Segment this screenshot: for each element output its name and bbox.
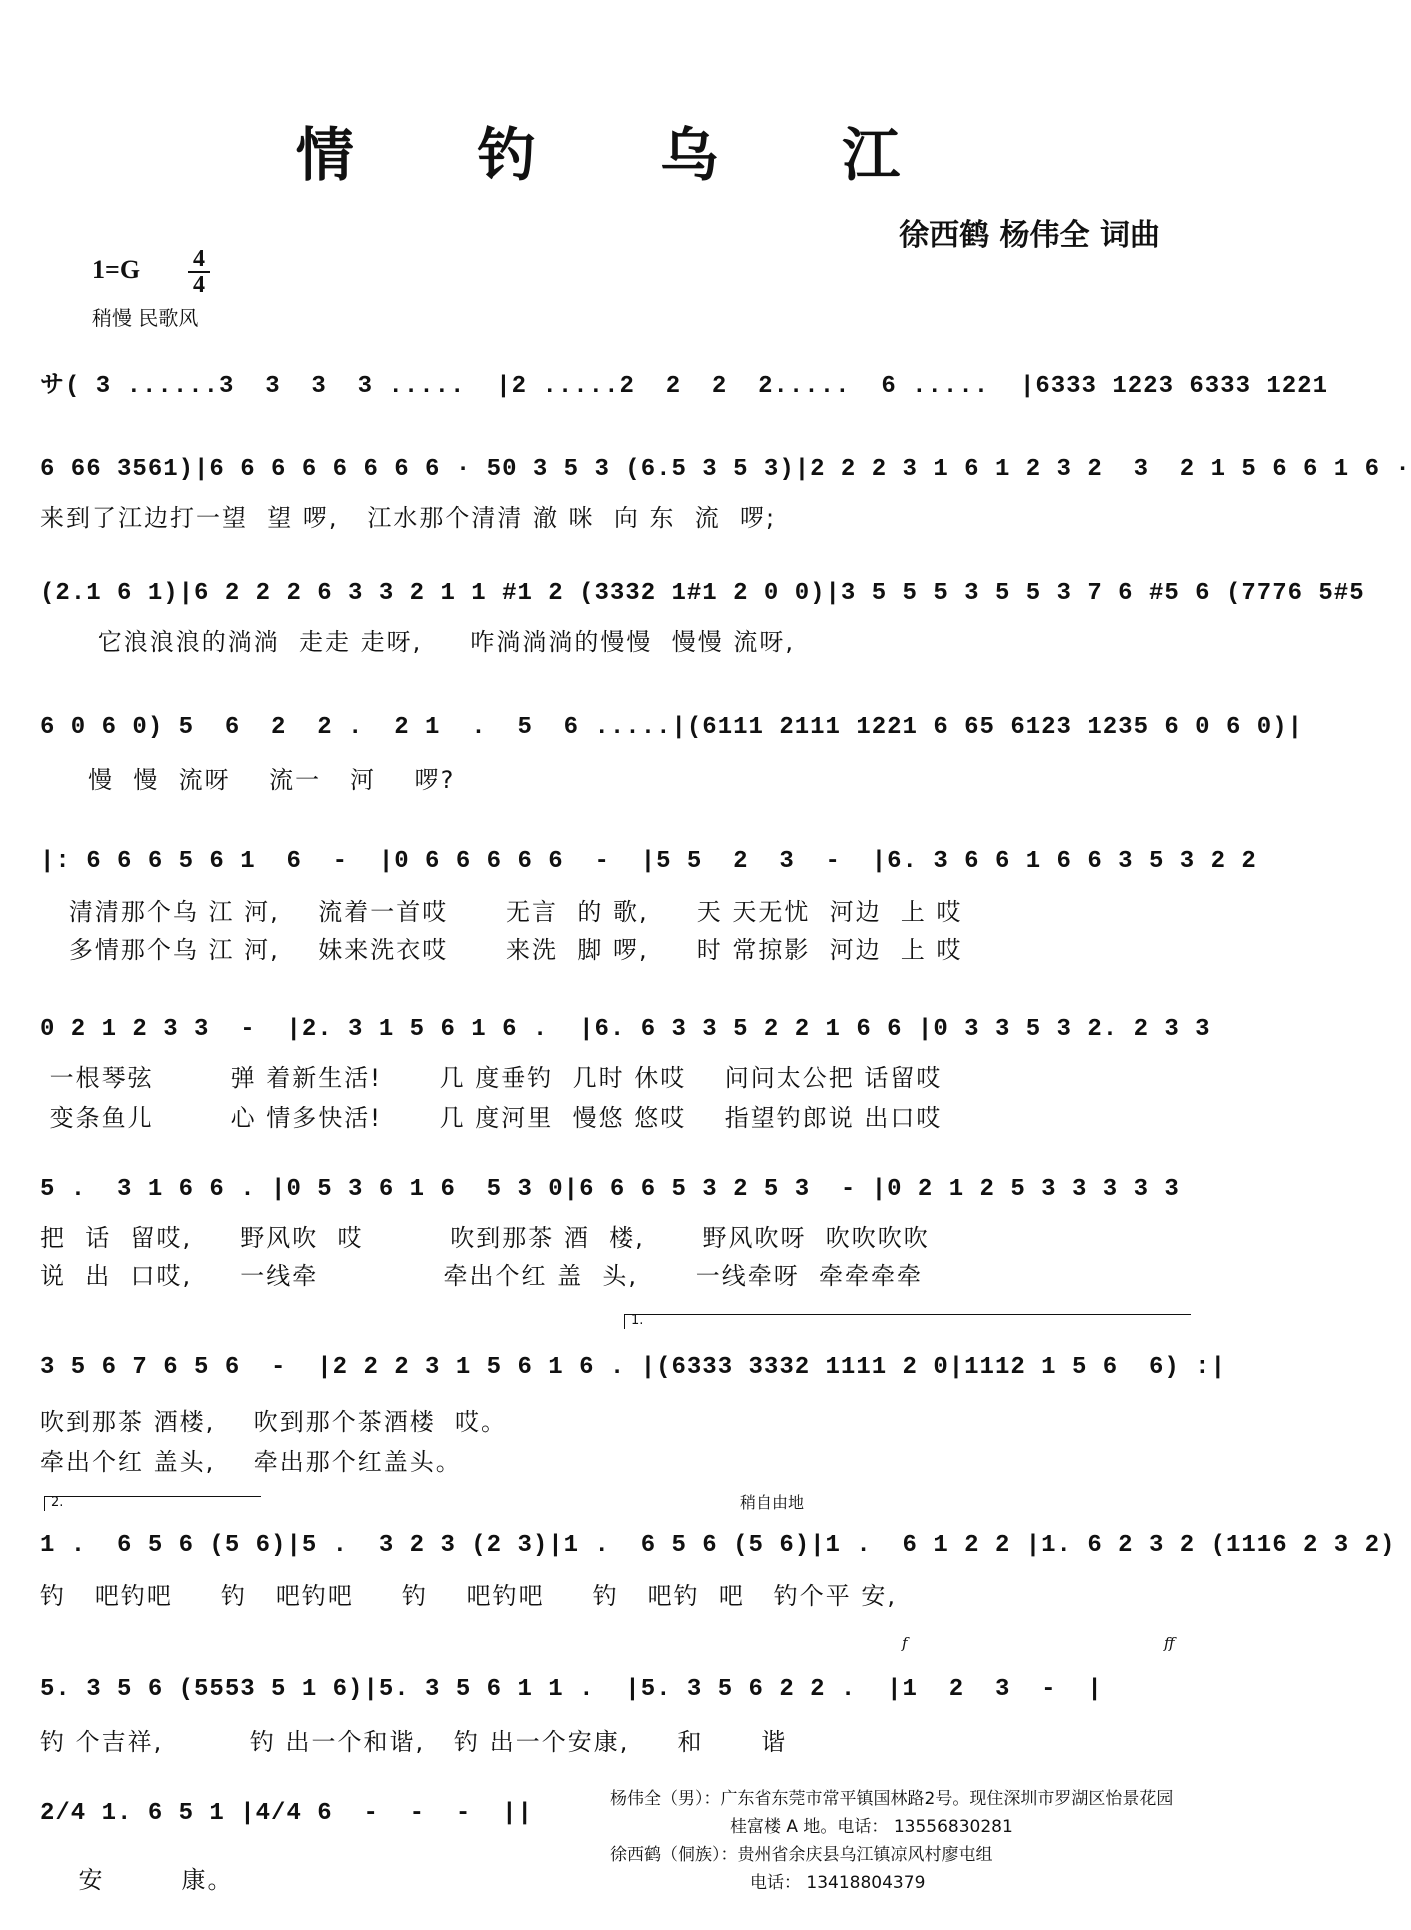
lyrics-row-5b: 多情那个乌 江 河, 妹来洗衣哎 来洗 脚 啰, 时 常掠影 河边 上 哎 [40,936,963,964]
lyrics-row-8a: 吹到那茶 酒楼, 吹到那个茶酒楼 哎。 [40,1408,508,1436]
lyrics-row-3: 它浪浪浪的淌淌 走走 走呀, 咋淌淌淌的慢慢 慢慢 流呀, [40,628,795,656]
lyrics-row-4: 慢 慢 流呀 流一 河 啰? [40,766,456,794]
notation-row-11: 2/4 1. 6 5 1 |4/4 6 - - - || [40,1800,533,1827]
notation-row-8: 3 5 6 7 6 5 6 - |2 2 2 3 1 5 6 1 6 . |(6333 3332 1111 2 0|1112 1 5 6 6) :| [40,1354,1226,1381]
footer-line-1: 杨伟全（男）：广东省东莞市常平镇国林路2号。现住深圳市罗湖区怡景花园 [610,1789,1174,1809]
key-signature: 1=G [92,255,141,284]
lyrics-row-10: 钓 个吉祥, 钓 出一个和谐, 钓 出一个安康, 和 谐 [40,1728,788,1756]
notation-row-10: 5. 3 5 6 (5553 5 1 6)|5. 3 5 6 1 1 . |5. 3 5 6 2 2 . |1 2 3 - | [40,1676,1103,1703]
lyrics-row-7b: 说 出 口哎, 一线牵 牵出个红 盖 头, 一线牵呀 牵牵牵牵 [40,1262,924,1290]
lyrics-row-2: 来到了江边打一望 望 啰, 江水那个清清 澈 咪 向 东 流 啰; [40,504,777,532]
notation-row-6: 0 2 1 2 3 3 - |2. 3 1 5 6 1 6 . |6. 6 3 3 5 2 2 1 6 6 |0 3 3 5 3 2. 2 3 3 [40,1016,1211,1043]
lyrics-row-5a: 清清那个乌 江 河, 流着一首哎 无言 的 歌, 天 天无忧 河边 上 哎 [40,898,963,926]
notation-row-2: 6 66 3561)|6 6 6 6 6 6 6 6 · 50 3 5 3 (6.5 3 5 3)|2 2 2 3 1 6 1 2 3 2 3 2 1 5 6 6 1 6 · [40,456,1411,483]
notation-row-9: 1 . 6 5 6 (5 6)|5 . 3 2 3 (2 3)|1 . 6 5 6 (5 6)|1 . 6 1 2 2 |1. 6 2 3 2 (1116 2 3 2) [40,1532,1396,1559]
notation-row-1: サ( 3 ......3 3 3 3 ..... |2 .....2 2 2 2..... 6 ..... |6333 1223 6333 1221 [40,373,1328,400]
tempo-marking: 稍慢 民歌风 [92,306,199,330]
lyrics-row-6b: 变条鱼儿 心 情多快活! 几 度河里 慢悠 悠哎 指望钓郎说 出口哎 [40,1104,943,1132]
dynamic-f: f [902,1634,908,1652]
notation-row-7: 5 . 3 1 6 6 . |0 5 3 6 1 6 5 3 0|6 6 6 5 3 2 5 3 - |0 2 1 2 5 3 3 3 3 3 [40,1176,1180,1203]
second-ending-bracket: 2. [44,1496,261,1511]
first-ending-bracket: 1. [624,1314,1191,1329]
page-title: 情 钓 乌 江 [295,121,953,189]
dynamic-ff: ff [1164,1634,1175,1652]
footer-line-3: 徐西鹤（侗族）：贵州省余庆县乌江镇凉风村廖屯组 [610,1845,993,1865]
lyrics-row-8b: 牵出个红 盖头, 牵出那个红盖头。 [40,1448,462,1476]
lyrics-row-9: 钓 吧钓吧 钓 吧钓吧 钓 吧钓吧 钓 吧钓 吧 钓个平 安, [40,1582,898,1610]
notation-row-5: |: 6 6 6 5 6 1 6 - |0 6 6 6 6 6 - |5 5 2 3 - |6. 3 6 6 1 6 6 3 5 3 2 2 [40,848,1257,875]
footer-line-4: 电话： 13418804379 [750,1873,926,1893]
meter-bottom: 4 [193,272,205,298]
lyrics-row-11: 安 康。 [40,1866,234,1894]
notation-row-3: (2.1 6 1)|6 2 2 2 6 3 3 2 1 1 #1 2 (3332 1#1 2 0 0)|3 5 5 5 3 5 5 3 7 6 #5 6 (7776 5#5 [40,580,1365,607]
lyrics-row-7a: 把 话 留哎, 野风吹 哎 吹到那茶 酒 楼, 野风吹呀 吹吹吹吹 [40,1224,930,1252]
meter-top: 4 [193,246,205,272]
composer-credit: 徐西鹤 杨伟全 词曲 [899,218,1160,253]
time-signature [188,248,210,296]
lyrics-row-6a: 一根琴弦 弹 着新生活! 几 度垂钓 几时 休哎 问问太公把 话留哎 [40,1064,943,1092]
free-tempo-marking: 稍自由地 [740,1493,805,1512]
notation-row-4: 6 0 6 0) 5 6 2 2 . 2 1 . 5 6 .....|(6111 2111 1221 6 65 6123 1235 6 0 6 0)| [40,714,1303,741]
footer-line-2: 桂富楼 A 地。电话： 13556830281 [730,1817,1013,1837]
